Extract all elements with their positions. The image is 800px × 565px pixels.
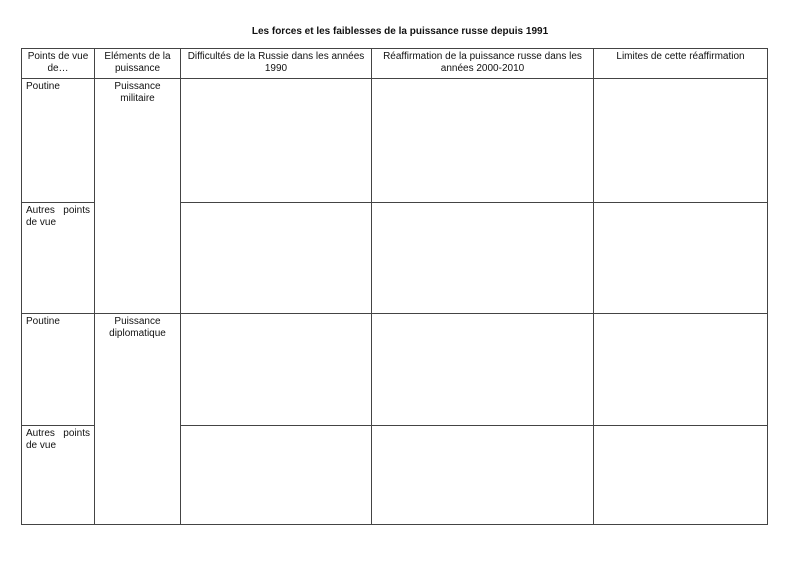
- cell-difficultes[interactable]: [181, 314, 372, 426]
- cell-limites[interactable]: [594, 203, 768, 314]
- table-row: [22, 314, 768, 426]
- header-elements: Eléments de la puissance: [95, 49, 181, 79]
- cell-difficultes[interactable]: [181, 79, 372, 203]
- table-row: [22, 79, 768, 203]
- header-reaffirmation: Réaffirmation de la puissance russe dans les années 2000-2010: [372, 49, 594, 79]
- viewpoint-autres: Autres points de vue: [22, 426, 95, 525]
- element-puissance-diplomatique: Puissance diplomatique: [95, 314, 181, 525]
- header-row: [22, 49, 768, 79]
- cell-reaffirmation[interactable]: [372, 203, 594, 314]
- cell-limites[interactable]: [594, 79, 768, 203]
- document-title: Les forces et les faiblesses de la puissance russe depuis 1991: [251, 26, 549, 37]
- analysis-table: [21, 48, 768, 525]
- cell-limites[interactable]: [594, 314, 768, 426]
- cell-reaffirmation[interactable]: [372, 79, 594, 203]
- viewpoint-autres: Autres points de vue: [22, 203, 95, 314]
- cell-difficultes[interactable]: [181, 426, 372, 525]
- header-difficultes: Difficultés de la Russie dans les années 1990: [181, 49, 372, 79]
- element-puissance-militaire: Puissance militaire: [95, 79, 181, 314]
- header-points-de-vue: Points de vue de…: [22, 49, 95, 79]
- header-limites: Limites de cette réaffirmation: [594, 49, 768, 79]
- cell-reaffirmation[interactable]: [372, 426, 594, 525]
- viewpoint-poutine: Poutine: [22, 79, 95, 203]
- viewpoint-poutine: Poutine: [22, 314, 95, 426]
- cell-limites[interactable]: [594, 426, 768, 525]
- cell-difficultes[interactable]: [181, 203, 372, 314]
- cell-reaffirmation[interactable]: [372, 314, 594, 426]
